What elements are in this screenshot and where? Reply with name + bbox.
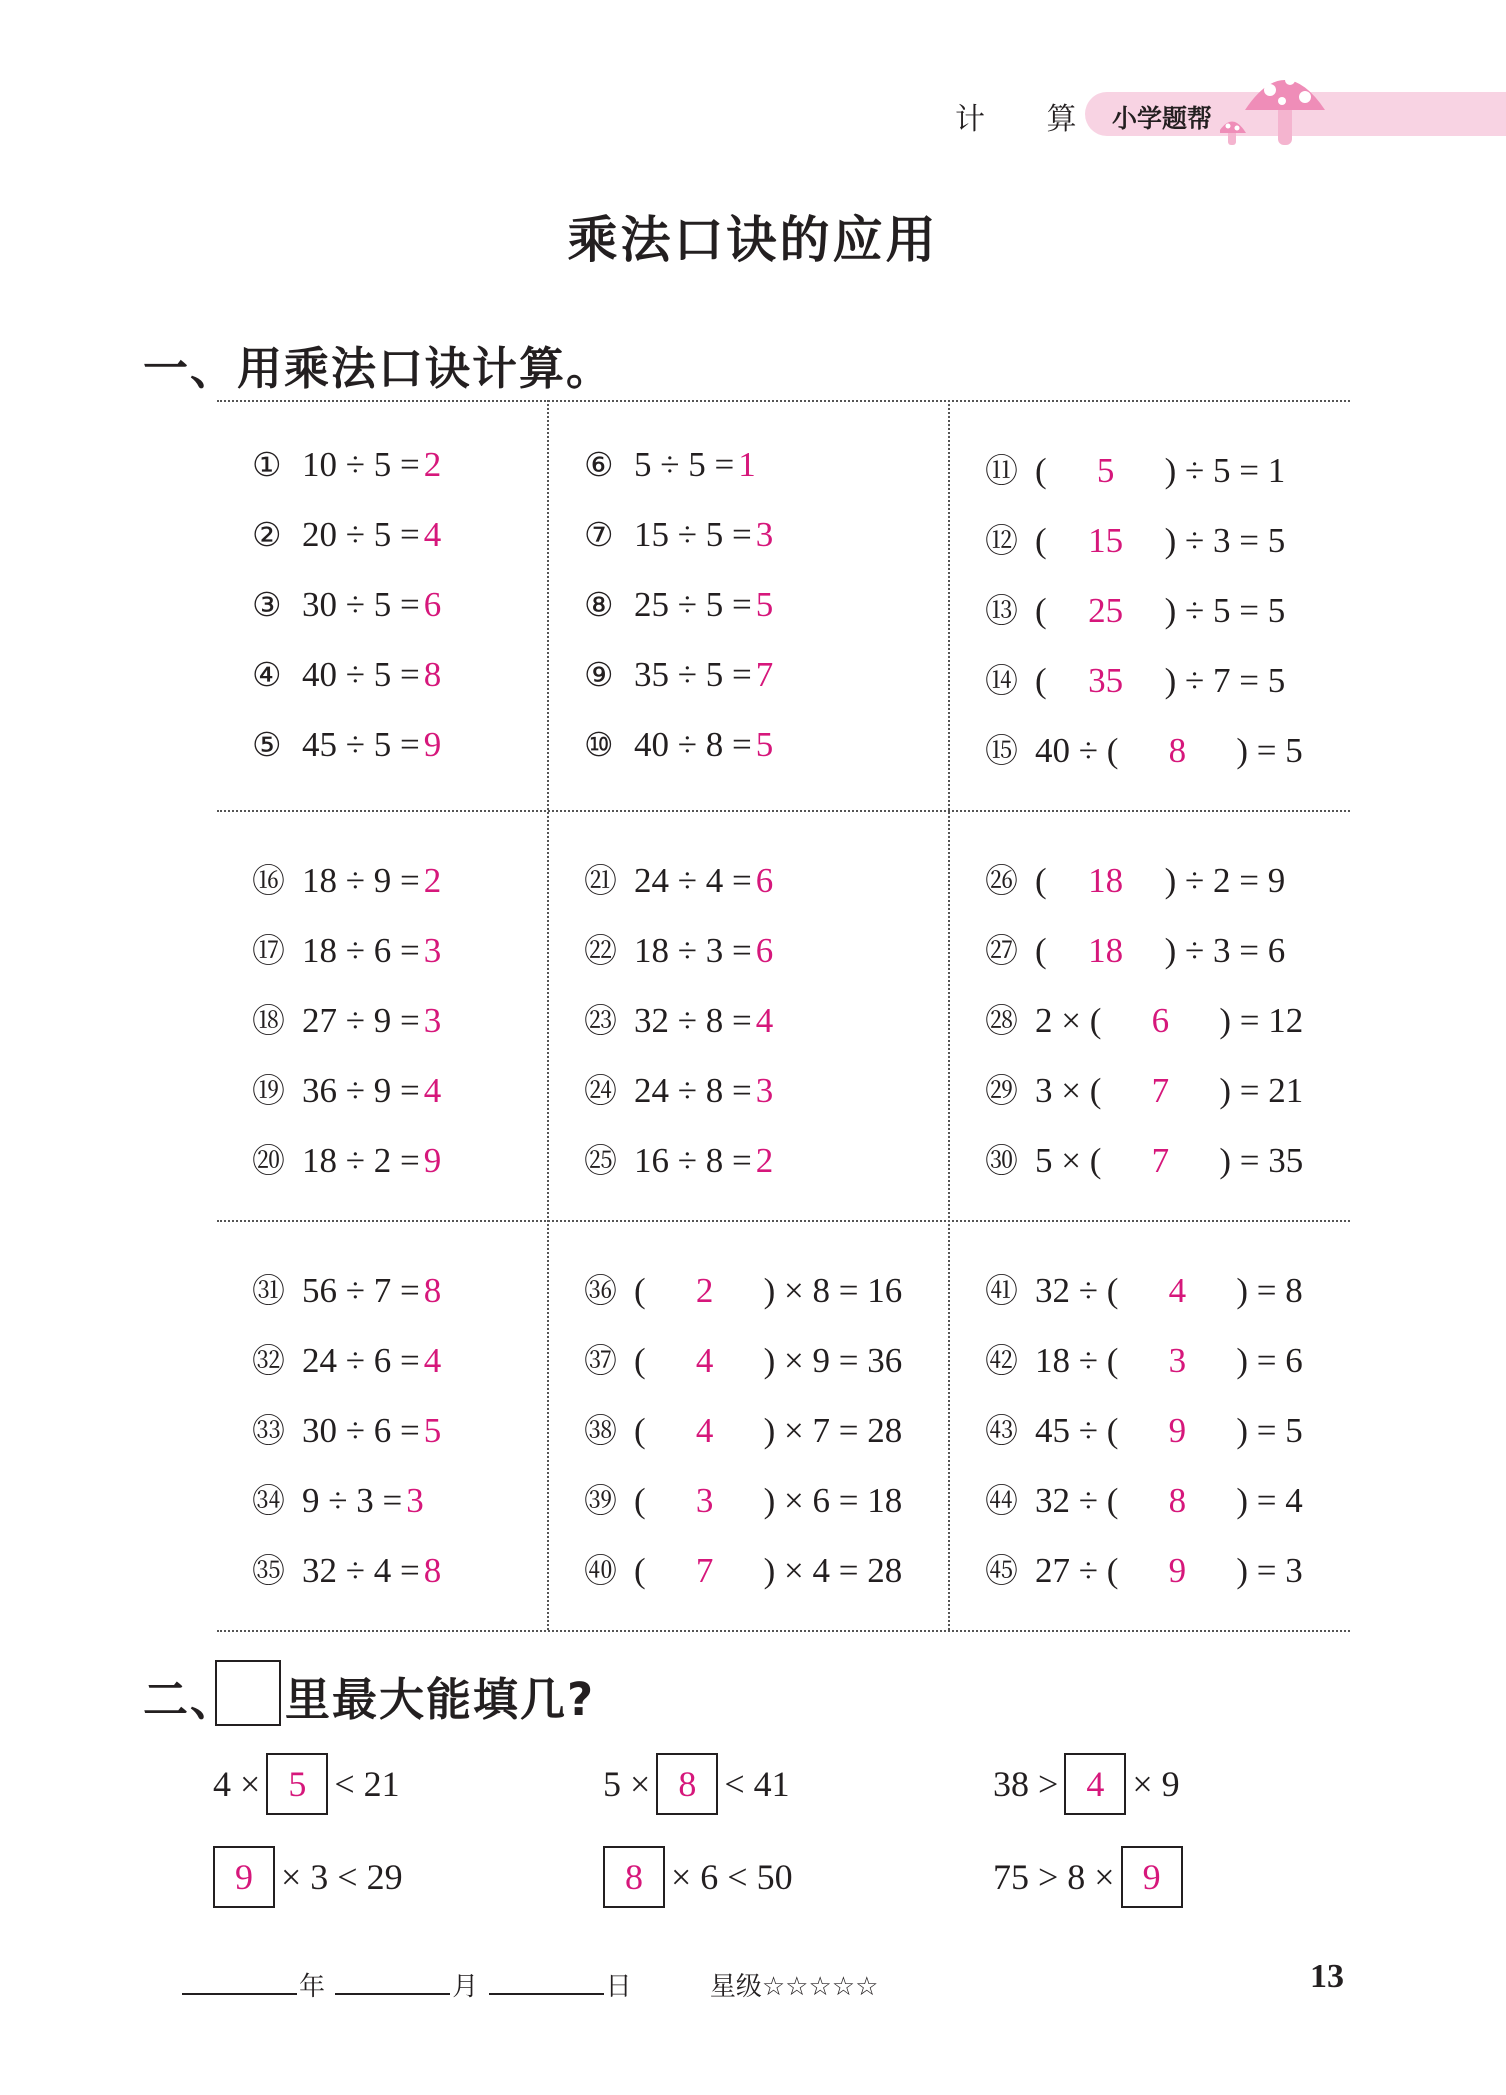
question-number: ㉙ [985, 1071, 1018, 1110]
answer-value: 4 [755, 1001, 774, 1040]
equation-suffix: ) = 5 [1236, 1411, 1303, 1450]
answer-value: 2 [695, 1271, 714, 1310]
question-number: ㊳ [584, 1411, 617, 1450]
brand-label: 小学题帮 [1112, 104, 1213, 133]
equation-row [584, 1335, 902, 1382]
inequality-suffix: × 3 < 29 [281, 1857, 403, 1897]
day-label: 日 [605, 1972, 632, 2002]
equation-prefix: ( [634, 1411, 646, 1450]
answer-value: 8 [423, 655, 442, 694]
month-label: 月 [452, 1972, 479, 2002]
question-number: ⑯ [252, 861, 285, 900]
footer-date [180, 1966, 878, 2003]
answer-value: 1 [738, 445, 756, 484]
question-number: ㊷ [985, 1341, 1018, 1380]
question-number: ㊺ [985, 1551, 1018, 1590]
month-line [335, 1993, 450, 1995]
equation-row [985, 725, 1303, 772]
answer-value: 9 [1168, 1411, 1187, 1450]
equation-prefix: 40 ÷ 8 = [634, 725, 752, 764]
equation-prefix: ( [1035, 451, 1047, 490]
answer-value: 2 [423, 861, 442, 900]
equation-suffix: ) = 4 [1236, 1481, 1303, 1520]
equation-row [252, 1265, 441, 1312]
equation-prefix: ( [634, 1271, 646, 1310]
question-number: ㉞ [252, 1481, 285, 1520]
equation-prefix: 18 ÷ ( [1035, 1341, 1119, 1380]
equation-prefix: 40 ÷ 5 = [302, 655, 420, 694]
equation-prefix: 32 ÷ 8 = [634, 1001, 752, 1040]
answer-value: 4 [423, 1071, 442, 1110]
answer-value: 3 [423, 931, 442, 970]
equation-row [584, 655, 773, 695]
answer-value: 3 [423, 1001, 442, 1040]
equation-prefix: 15 ÷ 5 = [634, 515, 752, 554]
question-number: ㊶ [985, 1271, 1018, 1310]
equation-suffix: ) = 35 [1219, 1141, 1304, 1180]
equation-row [584, 1405, 902, 1452]
inequality-item [603, 1753, 790, 1815]
question-number: ⑮ [985, 731, 1018, 770]
grid-line [217, 400, 1350, 402]
equation-suffix: ) = 3 [1236, 1551, 1303, 1590]
equation-row [252, 1135, 441, 1182]
answer-value: 5 [755, 585, 774, 624]
equation-row [252, 855, 441, 902]
year-line [182, 1993, 297, 1995]
answer-value: 6 [755, 861, 774, 900]
equation-suffix: ) = 12 [1219, 1001, 1304, 1040]
question-number: ⑬ [985, 591, 1018, 630]
equation-prefix: 30 ÷ 6 = [302, 1411, 420, 1450]
question-number: ⑧ [584, 585, 614, 624]
answer-box: 9 [213, 1846, 275, 1908]
question-number: ㉔ [584, 1071, 617, 1110]
equation-prefix: 24 ÷ 4 = [634, 861, 752, 900]
heading-box-icon [215, 1660, 281, 1726]
answer-value: 15 [1088, 521, 1124, 560]
part2-heading-text: 里最大能填几? [285, 1673, 596, 1726]
equation-prefix: 5 ÷ 5 = [634, 445, 735, 484]
equation-prefix: 27 ÷ 9 = [302, 1001, 420, 1040]
inequality-suffix: × 6 < 50 [671, 1857, 793, 1897]
page-title: 乘法口诀的应用 [567, 211, 939, 269]
answer-value: 8 [423, 1271, 442, 1310]
answer-value: 6 [423, 585, 442, 624]
question-number: ⑤ [252, 725, 282, 764]
equation-row [252, 1065, 441, 1112]
grid-line [217, 1220, 1350, 1222]
question-number: ⑰ [252, 931, 285, 970]
answer-box: 8 [656, 1753, 718, 1815]
equation-row [252, 725, 441, 765]
inequality-prefix: 38 > [993, 1764, 1059, 1804]
answer-value: 5 [755, 725, 774, 764]
equation-row [252, 925, 441, 972]
question-number: ⑦ [584, 515, 614, 554]
answer-value: 3 [755, 515, 774, 554]
mushroom-icon [1220, 55, 1350, 150]
question-number: ④ [252, 655, 282, 694]
grid-divider [948, 400, 950, 1630]
answer-value: 3 [755, 1071, 774, 1110]
equation-prefix: 20 ÷ 5 = [302, 515, 420, 554]
equation-prefix: 18 ÷ 3 = [634, 931, 752, 970]
equation-prefix: 25 ÷ 5 = [634, 585, 752, 624]
question-number: ㉛ [252, 1271, 285, 1310]
inequality-item [213, 1753, 400, 1815]
equation-prefix: 32 ÷ 4 = [302, 1551, 420, 1590]
answer-value: 4 [695, 1411, 714, 1450]
question-number: ⑪ [985, 451, 1018, 490]
inequality-item [603, 1846, 793, 1908]
equation-prefix: 16 ÷ 8 = [634, 1141, 752, 1180]
year-label: 年 [299, 1972, 326, 2002]
section-label: 计 算 [955, 102, 1103, 137]
equation-row [584, 1545, 902, 1592]
equation-prefix: 45 ÷ ( [1035, 1411, 1119, 1450]
question-number: ② [252, 515, 282, 554]
equation-row [252, 1335, 441, 1382]
equation-prefix: 24 ÷ 6 = [302, 1341, 420, 1380]
equation-row [584, 1475, 902, 1522]
answer-value: 9 [1168, 1551, 1187, 1590]
equation-row [985, 995, 1303, 1042]
equation-suffix: ) ÷ 5 = 5 [1164, 591, 1286, 630]
answer-value: 18 [1088, 861, 1124, 900]
equation-row [252, 1405, 441, 1452]
question-number: ⑲ [252, 1071, 285, 1110]
answer-box: 4 [1064, 1753, 1126, 1815]
answer-value: 9 [423, 725, 442, 764]
question-number: ⑳ [252, 1141, 285, 1180]
question-number: ㉓ [584, 1001, 617, 1040]
equation-prefix: ( [1035, 861, 1047, 900]
answer-value: 6 [1151, 1001, 1170, 1040]
equation-row [584, 445, 756, 485]
equation-suffix: ) = 5 [1236, 731, 1303, 770]
question-number: ㉖ [985, 861, 1018, 900]
question-number: ㉒ [584, 931, 617, 970]
part1-heading: 一、用乘法口诀计算。 [143, 342, 614, 395]
answer-value: 4 [1168, 1271, 1187, 1310]
star-rating: 星级☆☆☆☆☆ [709, 1972, 879, 2002]
equation-row [985, 1475, 1303, 1522]
question-number: ㊸ [985, 1411, 1018, 1450]
equation-row [985, 1065, 1303, 1112]
question-number: ㊴ [584, 1481, 617, 1520]
grid-line [217, 1630, 1350, 1632]
equation-prefix: 18 ÷ 2 = [302, 1141, 420, 1180]
answer-box: 5 [266, 1753, 328, 1815]
equation-row [252, 995, 441, 1042]
equation-prefix: 30 ÷ 5 = [302, 585, 420, 624]
answer-value: 4 [423, 1341, 442, 1380]
equation-prefix: 32 ÷ ( [1035, 1481, 1119, 1520]
answer-box: 8 [603, 1846, 665, 1908]
equation-prefix: 24 ÷ 8 = [634, 1071, 752, 1110]
equation-row [584, 1265, 902, 1312]
page-number: 13 [1310, 1958, 1344, 1995]
equation-row [584, 855, 773, 902]
equation-suffix: ) = 6 [1236, 1341, 1303, 1380]
equation-row [985, 1335, 1303, 1382]
equation-prefix: 10 ÷ 5 = [302, 445, 420, 484]
inequality-item [993, 1846, 1189, 1908]
equation-row [584, 925, 773, 972]
question-number: ㉑ [584, 861, 617, 900]
equation-row [985, 855, 1285, 902]
day-line [489, 1993, 604, 1995]
equation-suffix: ) ÷ 2 = 9 [1164, 861, 1286, 900]
equation-row [584, 995, 773, 1042]
answer-value: 8 [1168, 1481, 1187, 1520]
answer-value: 7 [1151, 1071, 1170, 1110]
inequality-item [993, 1753, 1180, 1815]
equation-prefix: ( [1035, 591, 1047, 630]
answer-value: 9 [423, 1141, 442, 1180]
answer-value: 7 [755, 655, 774, 694]
answer-value: 2 [755, 1141, 774, 1180]
equation-row [584, 725, 773, 765]
question-number: ① [252, 445, 282, 484]
answer-value: 6 [755, 931, 774, 970]
answer-value: 8 [1168, 731, 1187, 770]
equation-suffix: ) ÷ 3 = 5 [1164, 521, 1286, 560]
equation-prefix: ( [634, 1481, 646, 1520]
equation-prefix: 5 × ( [1035, 1141, 1102, 1180]
equation-prefix: ( [1035, 521, 1047, 560]
equation-suffix: ) × 9 = 36 [763, 1341, 903, 1380]
part2-heading-prefix: 二、 [143, 1673, 238, 1726]
equation-row [584, 1135, 773, 1182]
answer-value: 8 [423, 1551, 442, 1590]
equation-prefix: 18 ÷ 6 = [302, 931, 420, 970]
equation-prefix: 2 × ( [1035, 1001, 1102, 1040]
equation-prefix: ( [634, 1551, 646, 1590]
equation-row [584, 585, 773, 625]
answer-value: 3 [1168, 1341, 1187, 1380]
equation-prefix: 9 ÷ 3 = [302, 1481, 403, 1520]
question-number: ⑱ [252, 1001, 285, 1040]
equation-suffix: ) ÷ 3 = 6 [1164, 931, 1286, 970]
equation-prefix: 45 ÷ 5 = [302, 725, 420, 764]
equation-prefix: ( [634, 1341, 646, 1380]
equation-row [985, 1135, 1303, 1182]
equation-row [584, 515, 773, 555]
question-number: ㉜ [252, 1341, 285, 1380]
question-number: ㉕ [584, 1141, 617, 1180]
equation-row [985, 585, 1285, 632]
equation-row [252, 1545, 441, 1592]
equation-prefix: 32 ÷ ( [1035, 1271, 1119, 1310]
question-number: ㊱ [584, 1271, 617, 1310]
equation-row [985, 925, 1285, 972]
equation-row [985, 1265, 1303, 1312]
equation-suffix: ) = 21 [1219, 1071, 1304, 1110]
inequality-prefix: 5 × [603, 1764, 651, 1804]
equation-prefix: 36 ÷ 9 = [302, 1071, 420, 1110]
answer-value: 25 [1088, 591, 1124, 630]
answer-value: 7 [1151, 1141, 1170, 1180]
question-number: ⑩ [584, 725, 614, 764]
answer-value: 3 [695, 1481, 714, 1520]
equation-suffix: ) × 8 = 16 [763, 1271, 903, 1310]
answer-value: 5 [1096, 451, 1115, 490]
question-number: ⑥ [584, 445, 614, 484]
equation-suffix: ) × 4 = 28 [763, 1551, 903, 1590]
answer-box: 9 [1121, 1846, 1183, 1908]
question-number: ⑫ [985, 521, 1018, 560]
equation-row [252, 1475, 424, 1522]
equation-prefix: 35 ÷ 5 = [634, 655, 752, 694]
equation-suffix: ) ÷ 7 = 5 [1164, 661, 1286, 700]
inequality-prefix: 4 × [213, 1764, 261, 1804]
equation-prefix: ( [1035, 661, 1047, 700]
equation-prefix: 3 × ( [1035, 1071, 1102, 1110]
question-number: ⑭ [985, 661, 1018, 700]
equation-row [985, 655, 1285, 702]
equation-prefix: 40 ÷ ( [1035, 731, 1119, 770]
equation-row [985, 1405, 1303, 1452]
inequality-prefix: 75 > 8 × [993, 1857, 1115, 1897]
question-number: ㊵ [584, 1551, 617, 1590]
equation-row [252, 585, 441, 625]
equation-row [985, 515, 1285, 562]
equation-row [985, 1545, 1303, 1592]
question-number: ㉚ [985, 1141, 1018, 1180]
question-number: ⑨ [584, 655, 614, 694]
grid-divider [547, 400, 549, 1630]
grid-line [217, 810, 1350, 812]
equation-prefix: 56 ÷ 7 = [302, 1271, 420, 1310]
question-number: ③ [252, 585, 282, 624]
question-number: ㉟ [252, 1551, 285, 1590]
equation-suffix: ) × 7 = 28 [763, 1411, 903, 1450]
equation-suffix: ) = 8 [1236, 1271, 1303, 1310]
equation-row [985, 445, 1285, 492]
question-number: ㊹ [985, 1481, 1018, 1520]
question-number: ㉗ [985, 931, 1018, 970]
answer-value: 4 [695, 1341, 714, 1380]
equation-row [252, 445, 441, 485]
answer-value: 4 [423, 515, 442, 554]
answer-value: 35 [1088, 661, 1124, 700]
equation-row [252, 515, 441, 555]
answer-value: 2 [423, 445, 442, 484]
question-number: ㊲ [584, 1341, 617, 1380]
inequality-suffix: < 21 [334, 1764, 400, 1804]
inequality-suffix: < 41 [724, 1764, 790, 1804]
answer-value: 3 [406, 1481, 424, 1520]
equation-row [584, 1065, 773, 1112]
equation-row [252, 655, 441, 695]
answer-value: 18 [1088, 931, 1124, 970]
equation-suffix: ) ÷ 5 = 1 [1164, 451, 1286, 490]
answer-value: 5 [423, 1411, 442, 1450]
question-number: ㉘ [985, 1001, 1018, 1040]
equation-prefix: 18 ÷ 9 = [302, 861, 420, 900]
equation-prefix: ( [1035, 931, 1047, 970]
answer-value: 7 [695, 1551, 714, 1590]
inequality-item [213, 1846, 403, 1908]
equation-prefix: 27 ÷ ( [1035, 1551, 1119, 1590]
question-number: ㉝ [252, 1411, 285, 1450]
equation-suffix: ) × 6 = 18 [763, 1481, 903, 1520]
inequality-suffix: × 9 [1132, 1764, 1180, 1804]
